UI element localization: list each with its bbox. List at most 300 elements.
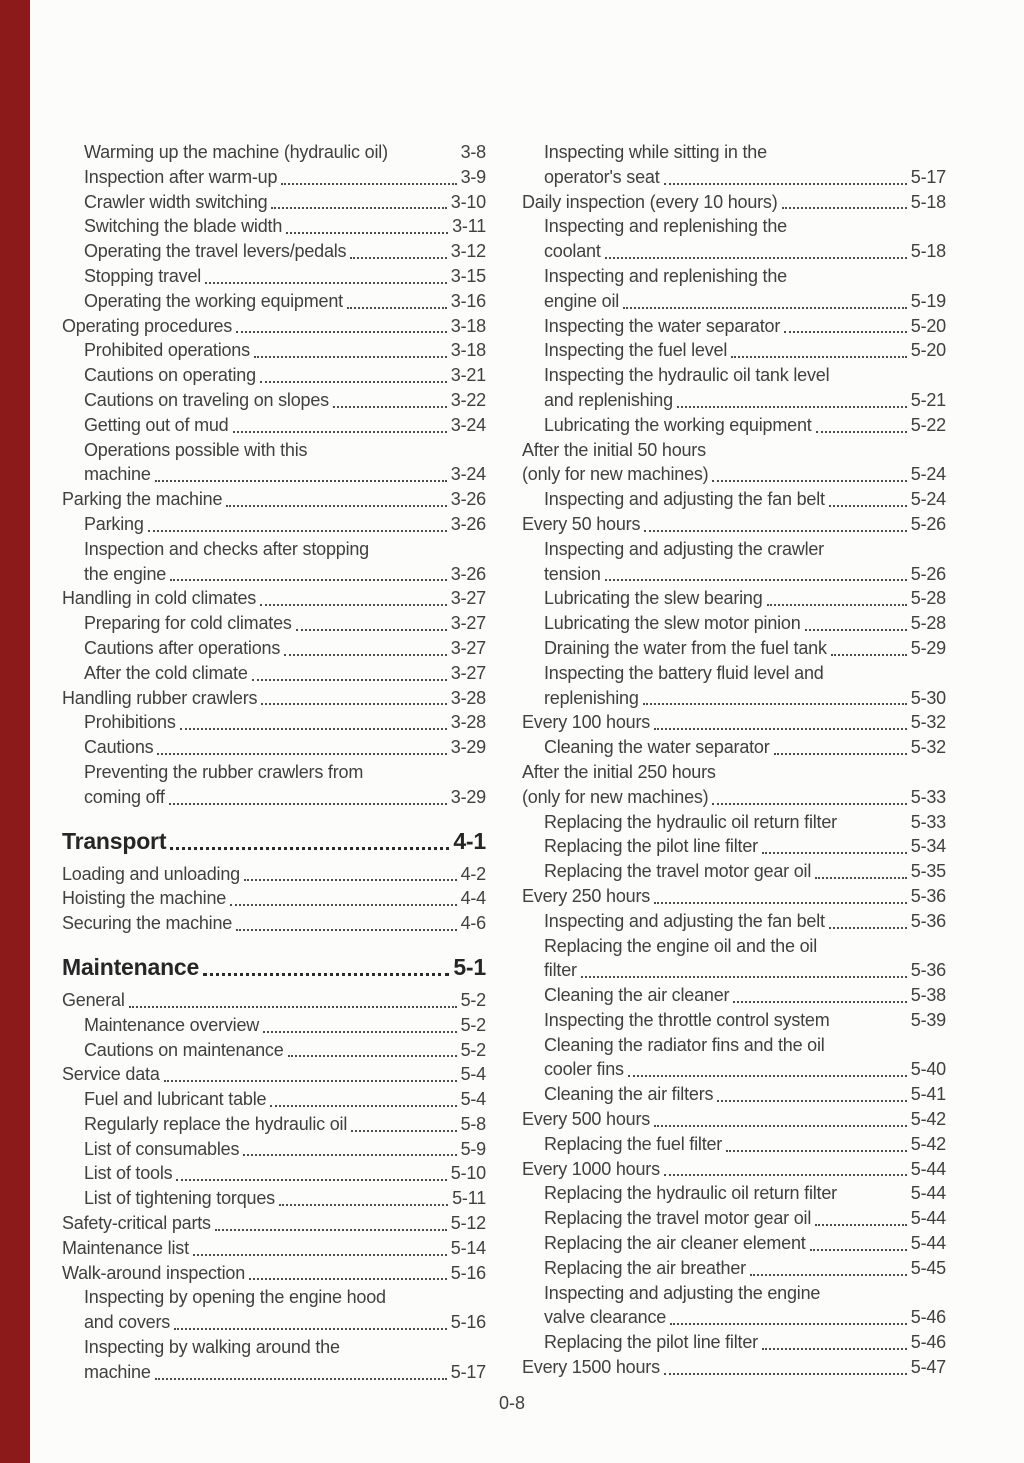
toc-entry-text: Handling rubber crawlers <box>62 687 258 708</box>
toc-page-ref: 5-46 <box>910 1332 946 1353</box>
toc-entry-text: Regularly replace the hydraulic oil <box>84 1113 348 1134</box>
toc-entry-text: Lubricating the slew bearing <box>544 588 763 609</box>
dot-leader <box>664 1373 907 1375</box>
toc-entry-text: Every 100 hours <box>522 712 651 733</box>
toc-line <box>522 1181 946 1206</box>
dot-leader <box>284 654 447 656</box>
toc-entry <box>522 1033 946 1083</box>
toc-entry <box>62 636 486 661</box>
toc-entry-text: List of tools <box>84 1163 173 1184</box>
toc-page-ref: 3-16 <box>450 290 486 311</box>
toc-entry-text: Replacing the pilot line filter <box>544 836 758 857</box>
toc-page-ref: 5-41 <box>910 1084 946 1105</box>
toc-line <box>62 1087 486 1112</box>
dot-leader <box>263 1031 456 1033</box>
toc-page-ref: 5-19 <box>910 290 946 311</box>
dot-leader <box>230 904 456 906</box>
toc-line <box>62 413 486 438</box>
toc-entry-text: (only for new machines) <box>522 786 709 807</box>
toc-entry <box>522 1355 946 1380</box>
dot-leader <box>815 877 907 879</box>
dot-leader <box>261 703 446 705</box>
toc-line <box>62 1310 486 1335</box>
toc-entry-text: Replacing the air cleaner element <box>544 1233 806 1254</box>
dot-leader <box>164 1080 457 1082</box>
toc-entry <box>62 735 486 760</box>
dot-leader <box>148 530 447 532</box>
dot-leader <box>170 579 447 581</box>
toc-entry-text: Replacing the engine oil and the oil <box>544 935 818 956</box>
toc-line <box>62 562 486 587</box>
toc-entry-text: machine <box>84 464 151 485</box>
toc-line <box>522 884 946 909</box>
toc-entry <box>62 1285 486 1335</box>
toc-entry <box>522 710 946 735</box>
dot-leader <box>169 803 447 805</box>
toc-page-ref: 3-15 <box>450 265 486 286</box>
dot-leader <box>279 1204 448 1206</box>
toc-page-ref: 5-35 <box>910 861 946 882</box>
dot-leader <box>205 282 447 284</box>
toc-page-ref: 3-24 <box>450 414 486 435</box>
toc-line <box>62 1112 486 1137</box>
toc-line <box>522 1256 946 1281</box>
toc-entry <box>62 1335 486 1385</box>
dot-leader <box>712 480 906 482</box>
toc-line <box>522 363 946 388</box>
toc-line <box>522 1355 946 1380</box>
toc-line <box>522 165 946 190</box>
toc-entry <box>522 983 946 1008</box>
toc-page-ref: 3-28 <box>450 712 486 733</box>
toc-entry-text: coolant <box>544 241 601 262</box>
toc-line <box>62 289 486 314</box>
toc-page-ref: 3-26 <box>450 563 486 584</box>
toc-page-ref: 5-45 <box>910 1257 946 1278</box>
toc-line <box>62 862 486 887</box>
toc-entry <box>62 239 486 264</box>
toc-line <box>522 934 946 959</box>
toc-page-ref: 5-9 <box>460 1138 486 1159</box>
toc-line <box>62 735 486 760</box>
dot-leader <box>762 852 907 854</box>
toc-line <box>522 834 946 859</box>
toc-line <box>62 1211 486 1236</box>
toc-entry <box>62 537 486 587</box>
toc-line <box>62 462 486 487</box>
toc-line <box>522 413 946 438</box>
toc-entry <box>62 1013 486 1038</box>
toc-line <box>522 611 946 636</box>
dot-leader <box>829 927 907 929</box>
toc-entry-text: General <box>62 989 125 1010</box>
toc-line <box>62 239 486 264</box>
toc-page-ref: 3-8 <box>460 142 486 162</box>
toc-entry <box>522 363 946 413</box>
toc-entry-text: Switching the blade width <box>84 216 283 237</box>
toc-page-ref: 5-1 <box>453 953 486 980</box>
toc-entry <box>62 661 486 686</box>
toc-entry-text: Maintenance overview <box>84 1014 260 1035</box>
toc-entry <box>522 586 946 611</box>
toc-line <box>62 636 486 661</box>
toc-line <box>62 140 486 165</box>
toc-entry-text: (only for new machines) <box>522 464 709 485</box>
toc-entry-text: Cautions on traveling on slopes <box>84 389 329 410</box>
dot-leader <box>784 331 907 333</box>
toc-entry-text: Replacing the travel motor gear oil <box>544 1208 812 1229</box>
dot-leader <box>155 1378 447 1380</box>
toc-line <box>62 1261 486 1286</box>
toc-column-left <box>62 140 486 1385</box>
toc-entry <box>62 314 486 339</box>
toc-page-ref: 3-26 <box>450 489 486 510</box>
toc-page-ref: 5-20 <box>910 340 946 361</box>
dot-leader <box>581 976 907 978</box>
dot-leader <box>351 1130 456 1132</box>
toc-line <box>522 909 946 934</box>
dot-leader <box>286 232 448 234</box>
toc-line <box>522 1305 946 1330</box>
toc-entry <box>62 165 486 190</box>
toc-entry <box>522 214 946 264</box>
toc-page-ref: 5-24 <box>910 489 946 510</box>
toc-line <box>62 1038 486 1063</box>
toc-page-ref: 4-2 <box>460 863 486 884</box>
toc-entry-text: Inspecting the throttle control system <box>544 1009 830 1030</box>
toc-page-ref: 3-9 <box>460 166 486 187</box>
toc-line <box>522 983 946 1008</box>
toc-page-ref: 3-24 <box>450 464 486 485</box>
dot-leader <box>831 654 907 656</box>
toc-page-ref: 3-29 <box>450 737 486 758</box>
toc-line <box>522 859 946 884</box>
toc-entry <box>522 1281 946 1331</box>
toc-line <box>62 388 486 413</box>
toc-entry <box>522 1008 946 1033</box>
dot-leader <box>129 1006 457 1008</box>
toc-line <box>62 1360 486 1385</box>
toc-entry-text: cooler fins <box>544 1059 624 1080</box>
toc-page-ref: 5-40 <box>910 1059 946 1080</box>
toc-column-right <box>522 140 946 1385</box>
toc-line <box>522 1082 946 1107</box>
toc-page-ref: 5-44 <box>910 1158 946 1179</box>
toc-entry-text: and replenishing <box>544 389 673 410</box>
toc-entry-text: machine <box>84 1361 151 1382</box>
toc-entry <box>62 413 486 438</box>
toc-line <box>522 735 946 760</box>
toc-entry <box>522 636 946 661</box>
dot-leader <box>180 728 447 730</box>
toc-entry <box>522 1132 946 1157</box>
toc-page-ref: 5-10 <box>450 1163 486 1184</box>
toc-line <box>62 988 486 1013</box>
toc-line <box>62 537 486 562</box>
toc-page-ref: 4-4 <box>460 888 486 909</box>
toc-entry <box>62 886 486 911</box>
toc-line <box>522 1231 946 1256</box>
toc-line <box>522 1206 946 1231</box>
toc-entry-text: Inspecting the battery fluid level and <box>544 662 824 683</box>
toc-entry-text: Replacing the hydraulic oil return filter <box>544 1183 837 1204</box>
toc-line <box>62 190 486 215</box>
toc-entry-text: Hoisting the machine <box>62 888 227 909</box>
toc-entry-text: filter <box>544 960 577 981</box>
dot-leader <box>628 1075 907 1077</box>
toc-section-heading <box>62 952 486 982</box>
toc-line <box>62 710 486 735</box>
toc-section-heading <box>62 826 486 856</box>
dot-leader <box>215 1229 447 1231</box>
toc-entry <box>522 1082 946 1107</box>
toc-page-ref: 5-18 <box>910 191 946 212</box>
page-edge-band <box>0 0 30 1463</box>
dot-leader <box>644 530 907 532</box>
toc-line <box>522 190 946 215</box>
toc-page-ref: 5-2 <box>460 1014 486 1035</box>
toc-entry <box>522 438 946 488</box>
toc-entry <box>62 338 486 363</box>
toc-entry-text: Cleaning the radiator fins and the oil <box>544 1034 825 1055</box>
toc-line <box>522 810 946 835</box>
dot-leader <box>670 1323 907 1325</box>
toc-page-ref: 3-21 <box>450 365 486 386</box>
dot-leader <box>829 505 907 507</box>
dot-leader <box>815 1224 907 1226</box>
dot-leader <box>605 579 907 581</box>
toc-entry-text: Handling in cold climates <box>62 588 257 609</box>
dot-leader <box>347 307 447 309</box>
toc-page-ref: 5-4 <box>460 1089 486 1110</box>
dot-leader <box>816 431 907 433</box>
dot-leader <box>176 1179 446 1181</box>
toc-entry <box>62 1062 486 1087</box>
toc-entry <box>62 710 486 735</box>
toc-entry <box>62 586 486 611</box>
toc-line <box>62 1137 486 1162</box>
toc-entry-text: Cleaning the air cleaner <box>544 985 730 1006</box>
toc-entry-text: Safety-critical parts <box>62 1213 211 1234</box>
toc-entry-text: Replacing the pilot line filter <box>544 1332 758 1353</box>
toc-entry-text: Parking the machine <box>62 489 223 510</box>
toc-entry-text: List of consumables <box>84 1138 240 1159</box>
toc-entry <box>522 537 946 587</box>
toc-page-ref: 5-11 <box>452 1188 486 1209</box>
toc-entry <box>522 314 946 339</box>
toc-line <box>62 165 486 190</box>
toc-entry-text: Prohibitions <box>84 712 176 733</box>
toc-line <box>522 289 946 314</box>
toc-page-ref: 5-12 <box>450 1213 486 1234</box>
toc-entry-text: Inspecting the water separator <box>544 315 781 336</box>
toc-line <box>522 1008 946 1033</box>
toc-line <box>522 537 946 562</box>
toc-entry-text: tension <box>544 563 601 584</box>
dot-leader <box>281 183 456 185</box>
dot-leader <box>350 257 446 259</box>
toc-line <box>62 1186 486 1211</box>
dot-leader <box>664 183 907 185</box>
dot-leader <box>193 1254 447 1256</box>
toc-entry-text: Replacing the air breather <box>544 1257 746 1278</box>
dot-leader <box>654 1125 907 1127</box>
toc-page-ref: 5-34 <box>910 836 946 857</box>
toc-page-ref: 5-28 <box>910 613 946 634</box>
toc-page-ref: 3-18 <box>450 315 486 336</box>
toc-line <box>62 363 486 388</box>
toc-entry <box>62 911 486 936</box>
toc-entry <box>62 760 486 810</box>
toc-entry <box>62 487 486 512</box>
dot-leader <box>203 973 449 976</box>
toc-line <box>62 911 486 936</box>
toc-line <box>522 958 946 983</box>
toc-page-ref: 4-1 <box>453 827 486 854</box>
toc-entry-text: Cautions on maintenance <box>84 1039 284 1060</box>
toc-page-ref: 5-32 <box>910 737 946 758</box>
toc-line <box>522 140 946 165</box>
dot-leader <box>244 879 457 881</box>
toc-entry <box>62 862 486 887</box>
dot-leader <box>643 703 907 705</box>
toc-page-ref: 5-36 <box>910 910 946 931</box>
dot-leader <box>260 381 447 383</box>
toc-entry <box>62 190 486 215</box>
toc-entry-text: Replacing the travel motor gear oil <box>544 861 812 882</box>
toc-entry <box>62 363 486 388</box>
toc-line <box>62 785 486 810</box>
dot-leader <box>157 753 446 755</box>
toc-page-ref: 3-18 <box>450 340 486 361</box>
dot-leader <box>333 406 447 408</box>
toc-page-ref: 5-33 <box>910 786 946 807</box>
toc-line <box>62 760 486 785</box>
toc-line <box>62 314 486 339</box>
toc-page-ref: 5-21 <box>910 389 946 410</box>
dot-leader <box>782 207 907 209</box>
toc-page-ref: 5-16 <box>450 1312 486 1333</box>
toc-line <box>62 586 486 611</box>
toc-line <box>522 1107 946 1132</box>
toc-line <box>62 611 486 636</box>
toc-page-ref: 3-11 <box>452 216 486 237</box>
toc-entry-text: Getting out of mud <box>84 414 229 435</box>
toc-line <box>62 661 486 686</box>
toc-entry-text: Every 250 hours <box>522 885 651 906</box>
toc-entry-text: valve clearance <box>544 1307 667 1328</box>
dot-leader <box>654 728 907 730</box>
toc-entry-text: Cautions on operating <box>84 365 256 386</box>
toc-entry-text: Inspecting by opening the engine hood <box>84 1287 386 1308</box>
toc-entry-text: replenishing <box>544 687 639 708</box>
toc-entry <box>522 760 946 810</box>
toc-line <box>522 462 946 487</box>
dot-leader <box>767 604 907 606</box>
toc-line <box>522 1033 946 1058</box>
toc-entry <box>522 413 946 438</box>
toc-line <box>62 214 486 239</box>
dot-leader <box>717 1100 906 1102</box>
toc-entry <box>522 487 946 512</box>
toc-entry-text: Inspection and checks after stopping <box>84 538 369 559</box>
toc-entry-text: operator's seat <box>544 166 660 187</box>
toc-entry-text: Operating the working equipment <box>84 290 343 311</box>
toc-entry <box>522 264 946 314</box>
toc-page-ref: 5-4 <box>460 1064 486 1085</box>
toc-content <box>62 140 946 1385</box>
toc-entry-text: Operations possible with this <box>84 439 308 460</box>
toc-page-ref: 5-47 <box>910 1357 946 1378</box>
toc-entry <box>522 1157 946 1182</box>
toc-entry-text: Inspecting and replenishing the <box>544 265 787 286</box>
dot-leader <box>236 929 456 931</box>
toc-line <box>522 785 946 810</box>
toc-entry <box>62 140 486 165</box>
toc-entry <box>62 988 486 1013</box>
toc-entry-text: Preparing for cold climates <box>84 613 292 634</box>
toc-entry <box>62 388 486 413</box>
toc-entry-text: Every 1000 hours <box>522 1158 660 1179</box>
dot-leader <box>296 629 447 631</box>
dot-leader <box>810 1249 907 1251</box>
toc-entry-text: Lubricating the working equipment <box>544 414 812 435</box>
toc-entry-text: Transport <box>62 827 167 854</box>
toc-line <box>522 636 946 661</box>
toc-entry <box>522 909 946 934</box>
toc-entry-text: Walk-around inspection <box>62 1262 246 1283</box>
toc-entry-text: Every 500 hours <box>522 1109 651 1130</box>
toc-line <box>62 1285 486 1310</box>
dot-leader <box>677 406 907 408</box>
page-number: 0-8 <box>498 1393 525 1413</box>
toc-entry <box>62 1186 486 1211</box>
toc-entry <box>62 264 486 289</box>
dot-leader <box>226 505 446 507</box>
toc-page-ref: 5-33 <box>910 811 946 832</box>
toc-entry <box>62 611 486 636</box>
toc-entry <box>62 512 486 537</box>
toc-entry <box>62 1137 486 1162</box>
toc-entry-text: Maintenance list <box>62 1237 189 1258</box>
toc-line <box>62 1062 486 1087</box>
toc-entry <box>522 1330 946 1355</box>
toc-entry-text: Operating procedures <box>62 315 233 336</box>
toc-page-ref: 5-8 <box>460 1113 486 1134</box>
dot-leader <box>254 356 447 358</box>
toc-entry-text: Prohibited operations <box>84 340 250 361</box>
toc-page-ref: 5-17 <box>910 166 946 187</box>
toc-page-ref: 5-32 <box>910 712 946 733</box>
toc-entry <box>62 1261 486 1286</box>
dot-leader <box>733 1001 906 1003</box>
toc-entry-text: Inspecting and adjusting the fan belt <box>544 910 825 931</box>
toc-entry-text: Daily inspection (every 10 hours) <box>522 191 778 212</box>
toc-line <box>62 487 486 512</box>
toc-entry-text: Inspecting by walking around the <box>84 1337 340 1358</box>
toc-entry <box>62 1161 486 1186</box>
toc-entry <box>62 1236 486 1261</box>
toc-entry <box>62 686 486 711</box>
toc-entry <box>522 611 946 636</box>
toc-entry-text: Every 1500 hours <box>522 1357 660 1378</box>
toc-line <box>522 686 946 711</box>
toc-entry <box>522 512 946 537</box>
toc-page-ref: 5-22 <box>910 414 946 435</box>
toc-entry <box>62 1112 486 1137</box>
toc-line <box>522 1057 946 1082</box>
toc-page-ref: 5-36 <box>910 960 946 981</box>
